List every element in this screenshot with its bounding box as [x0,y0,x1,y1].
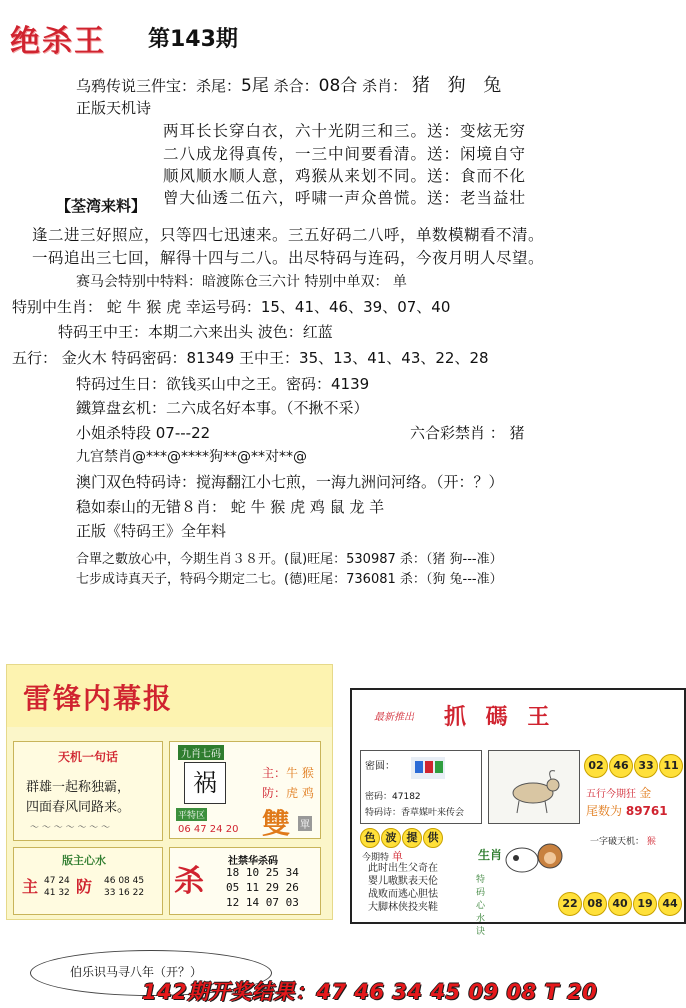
mima-box [360,750,482,824]
tema-xin-label: 特码心水诀 [476,875,486,937]
poem-line: 顺风顺水顺人意，鸡猴从来划不同。送：食而不化 [163,167,527,185]
ball: 19 [633,892,657,916]
shepai-row: 12 14 07 03 [226,896,299,909]
tiesuanpan-line: 鐵算盘玄机：二六成名好本事。（不揪不采） [76,399,369,417]
fang-value: 虎 鸡 [286,786,314,800]
wuya-he-label: 杀合： [273,77,319,95]
wuya-animals: 猪 狗 兔 [411,75,508,96]
shepai-title: 社禁华杀码 [228,856,278,867]
tag: 波 [381,828,401,848]
weishu-value: 89761 [625,804,668,818]
ball: 11 [659,754,683,778]
saima-line: 赛马会特别中特料：暗渡陈仓三六计 特别中单双： 单 [76,274,407,290]
nums-b1: 46 08 45 [104,876,145,886]
right-poem-line: 战败而逃心胆怯 [368,889,438,900]
poem-line: 曾大仙透二伍六，呼啸一声众兽慌。送：老当益壮 [163,189,527,207]
right-poem [368,862,438,914]
wenru-line: 稳如泰山的无错８肖： 蛇 牛 猴 虎 鸡 鼠 龙 羊 [76,498,385,516]
shepai-row: 18 10 25 34 [226,866,299,879]
jiugong-line: 九宫禁肖@***@****狗**@**对**@ [76,449,307,465]
issue-number: 第143期 [148,27,238,52]
leifeng-panel [6,664,333,920]
jiuxiao-box [169,741,321,839]
fang-label: 防： [262,786,287,800]
tianji-box-line: 群雄一起称独霸， [26,780,131,795]
shepai-row: 05 11 29 26 [226,881,299,894]
xiaojie-line: 小姐杀特段 07---22 [76,424,211,442]
dan-label: 今期特 [362,853,390,863]
ball: 08 [583,892,607,916]
balls-bottom [558,892,683,916]
jiuxiao-title: 九肖七码 [178,745,224,760]
leifeng-title: 雷锋内幕报 [23,682,174,715]
tag: 供 [423,828,443,848]
ball: 40 [608,892,632,916]
fang-line [262,784,314,801]
zhu-line [262,764,314,781]
right-poem-line: 婴儿嗷默表天伦 [368,876,438,887]
ball: 02 [584,754,608,778]
right-poem-line: 此时出生父奇在 [368,863,438,874]
wuya-line [76,71,507,97]
tag: 提 [402,828,422,848]
tianji-box [13,741,163,841]
wuya-label: 乌鸦传说三件宝：杀尾： [76,77,242,95]
right-small-label: 一字破天机： [590,837,645,847]
zhuamawang-panel [350,688,686,937]
wuya-tail: 5尾 [241,76,269,96]
tianji-title: 正版天机诗 [76,99,152,117]
right-small-line [590,834,656,847]
nums-a1: 47 24 [44,876,70,886]
guo-shengri-line: 特码过生日：欲钱买山中之王。密码：4139 [76,375,370,393]
nums-b2: 33 16 22 [104,888,145,898]
ball: 33 [634,754,658,778]
zhu-value: 牛 猴 [286,766,314,780]
guo-char-box: 祸 [184,762,226,804]
lottery-logo [411,757,445,779]
liuhe-jin-line: 六合彩禁肖 ： 猪 [410,424,525,442]
wuya-xiao-label: 杀肖： [362,77,408,95]
zhu-label: 主： [262,766,287,780]
shuang-char: 雙 [262,807,291,840]
temawang-line: 特码王中王：本期二六来出头 波色：红蓝 [58,323,333,341]
zhuamawang-title: 抓 碼 王 [444,704,556,730]
dan-char: 單 [298,816,312,831]
wuya-he: 08合 [318,76,358,96]
goat-image [488,750,580,824]
zhengban-line: 正版《特码王》全年料 [76,522,227,540]
he-dan-line: 合單之數放心中，今期生肖３８开。(鼠)旺尾：530987 杀：（猪 狗---准） [76,552,503,567]
mima-num: 47182 [392,792,421,802]
mima-line-label: 密码： [365,792,393,802]
dan-value: 单 [391,850,403,863]
mima-label: 密圆： [365,761,395,772]
mima-line [365,789,421,802]
wuxing-label: 五行今期狂 [586,789,636,800]
nums-a2: 41 32 [44,888,70,898]
result-line: 142期开奖结果：47 46 34 45 09 08 T 20 [142,980,598,1004]
fang2-char: 防 [76,877,93,896]
aomen-line: 澳门双色特码诗：搅海翻江小七煎，一海九洲问河络。（开：？） [76,473,504,491]
poem-line: 两耳长长穿白衣，六十光阴三和三。送：变炫无穷 [163,122,527,140]
logo: 绝杀王 [10,24,106,59]
balls-top [584,754,684,778]
banzhu-box [13,847,163,915]
shepai-box [169,847,321,915]
tianji-box-line: 四面春风同路来。 [26,800,131,815]
zhu2-char: 主 [22,877,39,896]
weishu-label: 尾数为 [586,804,623,818]
pingte-nums: 06 47 24 20 [178,824,239,835]
quanwan-title: 【荃湾来料】 [56,197,147,215]
cloud-text: 伯乐识马寻八年（开？） [70,965,203,979]
quanwan-line: 逢二进三好照应，只等四七迅速来。三五好码二八呼，单数模糊看不清。 [32,226,545,244]
tianji-box-title: 天机一句话 [58,750,119,764]
ball: 22 [558,892,582,916]
tema-shi-line: 特码诗：香草媒叶来传会 [365,808,465,818]
cow-monkey-icon [502,830,566,882]
qibu-line: 七步成诗真天子，特码今期定二七。(德)旺尾：736081 杀：（狗 兔---准） [76,572,503,587]
quanwan-line: 一码追出三七回，解得十四与二八。出尽特码与连码，今夜月明人尽望。 [32,249,545,267]
ball: 46 [609,754,633,778]
shengxiao-label: 生肖 [478,848,503,862]
wuxing-line [586,784,651,801]
tag: 色 [360,828,380,848]
right-poem-line: 大脚林侠投夹鞋 [368,902,438,913]
cartoon-image [502,830,566,882]
color-tags [360,826,444,848]
wuxing-line: 五行： 金火木 特码密码：81349 王中王：35、13、41、43、22、28 [12,349,489,367]
tebie-shengxiao-line: 特别中生肖： 蛇 牛 猴 虎 幸运号码：15、41、46、39、07、40 [12,298,451,316]
weishu-line [586,802,668,819]
latest-label: 最新推出 [374,712,414,723]
wuxing-value: 金 [639,786,652,800]
banzhu-title: 版主心水 [62,854,106,867]
right-char: 猴 [646,837,656,847]
pingte-label: 平特区 [176,808,207,821]
tianji-box-small: ～ ～ ～ ～ ～ ～ ～ [30,823,111,833]
goat-icon [489,751,579,823]
ball: 44 [658,892,682,916]
sha-char: 杀 [174,864,204,899]
poem-line: 二八成龙得真传，一三中间要看清。送：闲境自守 [163,145,527,163]
